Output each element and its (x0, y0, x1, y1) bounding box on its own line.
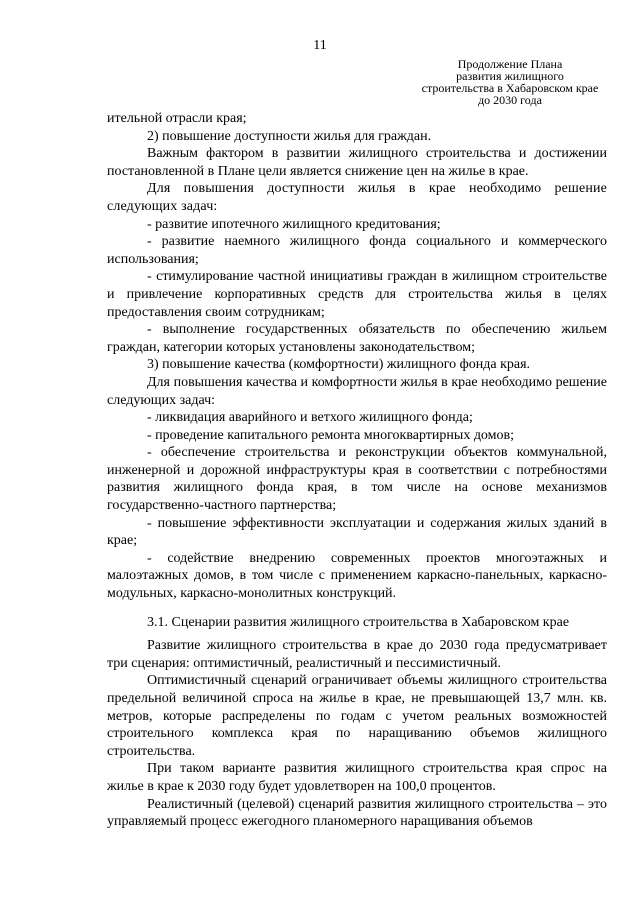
header-line: развития жилищного (456, 69, 564, 83)
list-item: - проведение капитального ремонта многоквартирных домов; (147, 427, 515, 443)
list-item: - выполнение государственных обязательств по обеспечению жильем граждан, категории которых установлены законодательством; (107, 322, 607, 355)
paragraph: Оптимистичный сценарий ограничивает объемы жилищного строительства предельной величиной спроса на жилье в крае, не превышающей 13,7 млн. кв. метров, которые распределены по годам с учетом реальных возможностей строительного комплекса края по наращиванию объемов жилищного строительства. (107, 673, 607, 759)
list-item: - повышение эффективности эксплуатации и содержания жилых зданий в крае; (107, 515, 607, 549)
list-item: - развитие ипотечного жилищного кредитования; (147, 216, 441, 232)
document-header (410, 58, 610, 106)
header-line: строительства в Хабаровском крае (421, 81, 599, 95)
section-heading: 3.1. Сценарии развития жилищного строительства в Хабаровском крае (147, 614, 570, 630)
paragraph: 2) повышение доступности жилья для граждан. (147, 128, 432, 144)
page-number: 11 (313, 38, 327, 53)
list-item: - ликвидация аварийного и ветхого жилищного фонда; (147, 410, 473, 426)
header-line: Продолжение Плана (457, 57, 563, 71)
document-body (107, 110, 607, 831)
paragraph: При таком варианте развития жилищного строительства края спрос на жилье в крае к 2030 году будет удовлетворен на 100,0 процентов. (107, 761, 607, 794)
paragraph: Развитие жилищного строительства в крае до 2030 года предусматривает три сценария: оптимистичный, реалистичный и пессимистичный. (107, 638, 607, 671)
list-item: - стимулирование частной инициативы граждан в жилищном строительстве и привлечение корпоративных средств для строительства жилья в целях предоставления своим сотрудникам; (107, 269, 607, 320)
paragraph: ительной отрасли края; (107, 111, 247, 126)
paragraph: Для повышения качества и комфортности жилья в крае необходимо решение следующих задач: (107, 374, 607, 408)
header-line: до 2030 года (478, 93, 542, 107)
list-item: - обеспечение строительства и реконструкции объектов коммунальной, инженерной и дорожной инфраструктуры края в соответствии с потребностями развития жилищного фонда края, в том числе на основе механизмов государственно-частного партнерства; (107, 445, 607, 514)
paragraph: Реалистичный (целевой) сценарий развития жилищного строительства – это управляемый процесс ежегодного планомерного наращивания объемов (107, 796, 607, 830)
list-item: - содействие внедрению современных проектов многоэтажных и малоэтажных домов, в том числе с применением каркасно-панельных, каркасно-модульных, каркасно-монолитных конструкций. (107, 550, 607, 602)
paragraph: Для повышения доступности жилья в крае необходимо решение следующих задач: (107, 181, 607, 214)
list-item: - развитие наемного жилищного фонда социального и коммерческого использования; (107, 234, 607, 267)
paragraph: Важным фактором в развитии жилищного строительства и достижении постановленной в Плане цели является снижение цен на жилье в крае. (107, 146, 607, 179)
paragraph: 3) повышение качества (комфортности) жилищного фонда края. (147, 357, 531, 373)
